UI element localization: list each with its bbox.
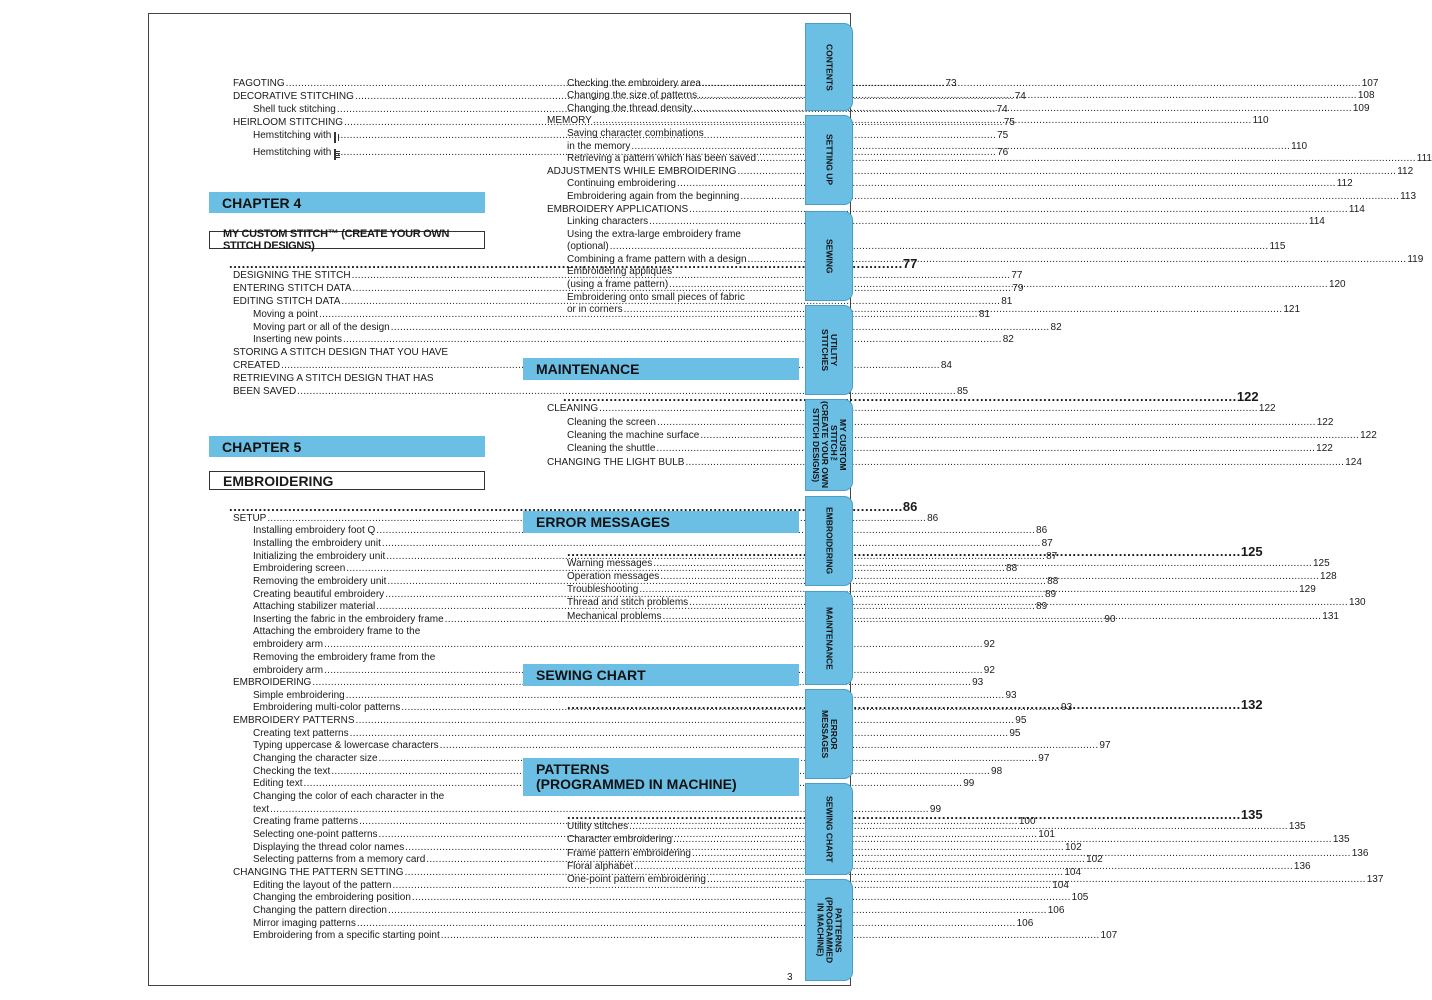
toc-entry-page: 129: [1299, 584, 1316, 596]
dot-leader: [689, 204, 1348, 217]
dot-leader: [599, 403, 1258, 416]
toc-entry-text: BEEN SAVED: [233, 386, 297, 398]
toc-entry: [233, 790, 942, 816]
chapter5-label: CHAPTER 5: [222, 438, 302, 455]
toc-entry-text: EDITING STITCH DATA: [233, 295, 341, 307]
toc-entry-text: SETUP: [233, 512, 267, 524]
toc-entry: [233, 677, 984, 690]
toc-entry-text: Troubleshooting: [567, 584, 639, 596]
toc-entry-page: 113: [1400, 191, 1417, 203]
toc-entry-page: 122: [1316, 443, 1333, 455]
toc-entry-text: Mechanical problems: [567, 610, 662, 622]
toc-entry-page: 88: [1047, 575, 1059, 587]
section-tab[interactable]: [805, 399, 853, 491]
toc-entry-text: Changing the character size: [253, 753, 378, 765]
chapter4-banner: [209, 192, 485, 213]
section-tab[interactable]: [805, 115, 853, 205]
toc-entry-text: Changing the size of patterns: [567, 90, 698, 102]
section-tab[interactable]: [805, 689, 853, 779]
toc-entry: [233, 373, 969, 399]
toc-entry-text: Selecting one-point patterns: [253, 828, 378, 840]
toc-entry-page: 82: [1002, 334, 1014, 346]
toc-entry: [547, 403, 1276, 416]
dot-leader: [673, 834, 1332, 847]
chapter5-page: ..... 86: [229, 498, 485, 514]
toc-entry-text: or in corners: [567, 304, 623, 316]
toc-entry-page: 101: [1038, 828, 1055, 840]
toc-entry-text: text: [253, 803, 270, 815]
dot-leader: [624, 304, 1283, 317]
dot-leader: [700, 430, 1359, 443]
dot-leader: [634, 861, 1293, 874]
toc-entry-page: 77: [1011, 269, 1023, 281]
dot-leader: [391, 322, 1050, 335]
section-tab-label: CONTENTS: [824, 43, 835, 91]
toc-entry-text: Attaching stabilizer material: [253, 601, 376, 613]
toc-entry-page: 93: [972, 677, 984, 689]
dot-leader: [693, 103, 1352, 116]
toc-entry-text: Checking the text: [253, 765, 331, 777]
toc-entry-page: 99: [929, 803, 942, 815]
toc-entry: [233, 715, 1027, 728]
toc-entry-page: 90: [1104, 613, 1116, 625]
toc-entry-page: 104: [1064, 866, 1082, 878]
toc-entry-text: EMBROIDERY PATTERNS: [233, 715, 355, 727]
toc-entry-page: 75: [1003, 117, 1015, 129]
toc-entry-page: 122: [1258, 403, 1276, 415]
toc-entry-text: Embroidering multi-color patterns: [253, 702, 401, 714]
toc-entry-text: HEIRLOOM STITCHING: [233, 117, 344, 129]
section-tab-label: SETTING UP: [824, 134, 835, 186]
toc-entry-page: 100: [1018, 816, 1036, 828]
toc-entry-page: 89: [1044, 588, 1057, 600]
toc-entry-page: 107: [1100, 930, 1118, 942]
toc-entry: [233, 702, 1073, 716]
section-tab[interactable]: [805, 879, 853, 981]
dot-leader: [610, 241, 1269, 254]
toc-entry-text: Hemstitching with: [253, 130, 332, 142]
dot-leader: [757, 153, 1416, 166]
toc-entry-page: 128: [1320, 571, 1337, 583]
section-tab-label: ERROR MESSAGES: [820, 709, 839, 759]
toc-entry-page: 74: [1014, 91, 1026, 103]
section-tab[interactable]: [805, 305, 853, 395]
dot-leader: [357, 918, 1016, 931]
toc-entry-page: 76: [997, 147, 1009, 159]
toc-entry: [547, 228, 1286, 254]
toc-entry-text: Linking characters: [567, 216, 649, 228]
section-tab-label: MY CUSTOM STITCH™ (CREATE YOUR OWN STITCH DESIGNS): [811, 401, 848, 489]
toc-entry-text: Creating beautiful embroidery: [253, 588, 385, 600]
dot-leader: [692, 848, 1351, 861]
toc-entry-text: Cleaning the machine surface: [567, 429, 700, 441]
toc-entry-text: CHANGING THE LIGHT BULB: [547, 456, 685, 468]
toc-entry-page: 109: [1352, 102, 1370, 114]
toc-entry-text: Creating text patterns: [253, 727, 349, 739]
toc-entry-page: 115: [1269, 241, 1286, 253]
toc-entry-page: 95: [1015, 715, 1027, 727]
dot-leader: [657, 417, 1316, 430]
toc-entry-text-line1: Removing the embroidery frame from the: [253, 651, 436, 663]
toc-entry-page: 98: [991, 765, 1003, 777]
toc-entry-page: 136: [1293, 860, 1311, 872]
toc-entry: [547, 416, 1334, 429]
toc-entry-page: 85: [956, 386, 969, 398]
toc-entry-page: 89: [1036, 601, 1048, 613]
toc-entry: [233, 753, 1050, 766]
toc-entry-page: 106: [1016, 917, 1034, 929]
dot-leader: [689, 597, 1348, 610]
toc-entry: [233, 538, 1053, 551]
toc-entry: [233, 765, 1003, 779]
section-tab-label: UTILITY STITCHES: [820, 328, 839, 372]
toc-entry-page: 97: [1038, 753, 1050, 765]
toc-entry-text: FAGOTING: [233, 78, 285, 90]
toc-entry-text: CREATED: [233, 360, 281, 372]
toc-entry-text: Cleaning the shuttle: [567, 443, 656, 455]
toc-entry-page: 137: [1366, 874, 1384, 886]
dot-leader: [350, 728, 1009, 741]
toc-entry: [233, 778, 975, 792]
toc-entry-text: Shell tuck stitching: [253, 104, 336, 116]
dot-leader: [412, 892, 1071, 905]
toc-entry-text: CHANGING THE PATTERN SETTING: [233, 866, 404, 878]
toc-entry: [233, 904, 1065, 918]
section-tab-label: SEWING CHART: [824, 795, 835, 863]
toc-entry-text: (using a frame pattern): [567, 279, 669, 291]
toc-entry-page: 102: [1086, 854, 1103, 866]
section-tab[interactable]: [805, 211, 853, 301]
toc-entry-page: 102: [1064, 841, 1082, 853]
toc-entry-text: Retrieving a pattern which has been saved: [567, 153, 757, 165]
single-stitch-icon: [334, 132, 336, 143]
dot-leader: [639, 584, 1298, 597]
toc-entry-page: 108: [1357, 90, 1375, 102]
toc-entry-page: 84: [940, 360, 952, 372]
toc-entry-page: 81: [1001, 295, 1013, 307]
patterns-page: ..... 135: [567, 806, 799, 822]
toc-entry-page: 107: [1361, 77, 1379, 89]
toc-entry-text: Moving a point: [253, 308, 319, 320]
toc-entry-page: 106: [1047, 904, 1065, 916]
toc-entry: [233, 689, 1017, 703]
toc-entry-page: 99: [963, 778, 975, 790]
toc-entry-page: 97: [1099, 740, 1111, 752]
toc-entry-text: Embroidering from a specific starting point: [253, 930, 440, 942]
toc-entry-page: 135: [1288, 821, 1306, 833]
toc-entry-page: 93: [1005, 689, 1017, 701]
toc-entry-page: 110: [1252, 115, 1269, 127]
toc-entry: [233, 321, 1062, 335]
dot-leader: [698, 90, 1357, 103]
dot-leader: [660, 571, 1319, 584]
error-messages-page: ..... 125: [567, 543, 799, 559]
toc-entry: [233, 334, 1014, 348]
toc-entry: [547, 203, 1365, 217]
toc-entry-page: 111: [1416, 153, 1432, 165]
toc-entry-page: 86: [1036, 525, 1048, 537]
sewing-chart-page: ..... 132: [567, 696, 799, 712]
chapter5-heading: EMBROIDERING: [209, 471, 485, 490]
toc-entry-text: embroidery arm: [253, 664, 324, 676]
toc-entry-text-line1: Saving character combinations: [567, 127, 704, 139]
toc-entry: [547, 216, 1325, 230]
chapter4-page: ..... 77: [229, 255, 485, 271]
toc-entry-text: Changing the pattern direction: [253, 904, 387, 916]
toc-entry-text: Selecting patterns from a memory card: [253, 854, 426, 866]
toc-entry-page: 87: [1041, 538, 1053, 550]
toc-entry-text: embroidery arm: [253, 639, 324, 651]
toc-entry-text: Inserting the fabric in the embroidery frame: [253, 613, 444, 625]
section-tab[interactable]: [805, 496, 853, 586]
toc-entry-text: DECORATIVE STITCHING: [233, 91, 354, 103]
toc-entry-text: Changing the thread density: [567, 102, 693, 114]
toc-entry-page: 87: [1046, 550, 1058, 562]
toc-entry-text: Combining a frame pattern with a design: [567, 254, 747, 266]
toc-entry-page: 92: [983, 664, 995, 676]
toc-entry-page: 112: [1397, 165, 1414, 177]
toc-entry-page: 93: [1061, 702, 1073, 714]
toc-entry-page: 86: [927, 512, 939, 524]
dot-leader: [324, 639, 983, 652]
toc-entry: [547, 178, 1353, 192]
toc-entry-text: in the memory: [567, 140, 631, 152]
dot-leader: [702, 78, 1361, 91]
toc-entry-page: 79: [1012, 282, 1024, 294]
section-tab-label: EMBROIDERING: [824, 507, 835, 575]
dot-leader: [685, 457, 1344, 470]
toc-entry-page: 105: [1071, 892, 1089, 904]
toc-entry-text: Utility stitches: [567, 821, 629, 833]
toc-entry: [233, 892, 1089, 906]
toc-entry-text: Moving part or all of the design: [253, 321, 390, 333]
dot-leader: [593, 115, 1252, 128]
dot-leader: [356, 715, 1015, 728]
toc-entry-text-line1: Embroidering onto small pieces of fabric: [567, 291, 745, 303]
toc-entry-text: Hemstitching with: [253, 147, 332, 159]
dot-leader: [343, 334, 1002, 347]
page-number: 3: [787, 972, 793, 983]
dot-leader: [677, 178, 1336, 191]
toc-entry-text-line1: Changing the color of each character in the: [253, 790, 445, 802]
toc-entry-page: 135: [1332, 834, 1350, 846]
toc-entry-text: ENTERING STITCH DATA: [233, 282, 352, 294]
toc-entry-text: (optional): [567, 241, 609, 253]
section-tab-label: SEWING: [824, 238, 835, 274]
toc-entry: [233, 740, 1111, 754]
section-tab[interactable]: [805, 23, 853, 111]
toc-entry-text-line1: RETRIEVING A STITCH DESIGN THAT HAS: [233, 373, 434, 385]
dot-leader: [631, 141, 1290, 154]
toc-entry: [233, 930, 1118, 943]
toc-entry-page: 122: [1316, 416, 1334, 428]
toc-entry-text: Simple embroidering: [253, 689, 345, 701]
dot-leader: [388, 905, 1047, 918]
section-tab[interactable]: [805, 591, 853, 685]
toc-entry-text: Removing the embroidery unit: [253, 575, 387, 587]
toc-entry-text: Warning messages: [567, 558, 653, 570]
toc-entry-text: MEMORY: [547, 115, 592, 127]
toc-entry-page: 92: [983, 639, 995, 651]
manual-page: [148, 13, 1432, 986]
toc-entry-text: Embroidering again from the beginning: [567, 191, 740, 203]
toc-entry-text: Checking the embroidery area: [567, 77, 701, 89]
toc-entry-page: 95: [1009, 727, 1021, 739]
toc-entry-page: 114: [1348, 203, 1365, 215]
toc-entry-text: Inserting new points: [253, 334, 342, 346]
toc-entry-page: 130: [1348, 597, 1366, 609]
toc-entry-text-line1: Attaching the embroidery frame to the: [253, 626, 421, 638]
dot-leader: [440, 740, 1099, 753]
toc-entry-text: Initializing the embroidery unit: [253, 550, 386, 562]
toc-entry: [233, 727, 1021, 741]
toc-entry-page: 131: [1322, 610, 1339, 622]
toc-entry-page: 119: [1407, 254, 1424, 266]
toc-entry-text: Editing text: [253, 778, 303, 790]
toc-entry-page: 114: [1308, 216, 1325, 228]
patterns-banner: PATTERNS (PROGRAMMED IN MACHINE): [523, 758, 799, 796]
toc-entry-text: Creating frame patterns: [253, 816, 359, 828]
toc-entry-text: Character embroidering: [567, 834, 673, 846]
toc-entry-text: Embroidering screen: [253, 563, 346, 575]
toc-entry-text: Editing the layout of the pattern: [253, 879, 392, 891]
toc-entry-page: 122: [1360, 429, 1377, 441]
dot-leader: [629, 821, 1288, 834]
dot-leader: [663, 611, 1322, 624]
toc-entry-text: Installing the embroidery unit: [253, 538, 381, 550]
toc-entry-page: 104: [1052, 879, 1069, 891]
toc-entry: [233, 626, 995, 652]
toc-entry-text: ADJUSTMENTS WHILE EMBROIDERING: [547, 165, 737, 177]
toc-entry-text: Frame pattern embroidering: [567, 847, 691, 859]
toc-entry-page: 121: [1283, 304, 1301, 316]
toc-entry: [547, 165, 1414, 179]
dot-leader: [441, 930, 1100, 943]
toc-entry-text-line1: Using the extra-large embroidery frame: [567, 228, 741, 240]
chapter5-banner: [209, 436, 485, 457]
toc-entry-page: 136: [1351, 847, 1369, 859]
toc-entry-text: Thread and stitch problems: [567, 597, 689, 609]
dot-leader: [649, 216, 1308, 229]
toc-entry-page: 73: [945, 78, 957, 90]
toc-entry-text: CLEANING: [547, 403, 599, 415]
toc-entry-text: One-point pattern embroidering: [567, 874, 706, 886]
toc-entry-page: 120: [1328, 279, 1346, 291]
double-stitch-icon: [334, 149, 336, 160]
dot-leader: [656, 443, 1315, 456]
toc-entry-text-line1: Embroidering appliqués: [567, 266, 673, 278]
toc-entry-page: 112: [1336, 178, 1353, 190]
toc-entry: [233, 525, 1048, 539]
toc-entry: [547, 191, 1417, 204]
dot-leader: [653, 558, 1312, 571]
section-tab[interactable]: [805, 783, 853, 875]
section-tab-label: MAINTENANCE: [824, 606, 835, 670]
toc-entry-text: EMBROIDERING: [233, 677, 312, 689]
toc-entry-text: Changing the embroidering position: [253, 892, 411, 904]
toc-entry-page: 74: [996, 104, 1008, 116]
toc-entry-page: 110: [1291, 140, 1308, 152]
dot-leader: [669, 279, 1328, 292]
toc-entry-page: 88: [1006, 563, 1018, 575]
toc-entry-page: 82: [1050, 321, 1062, 333]
toc-entry-text: EMBROIDERY APPLICATIONS: [547, 203, 689, 215]
toc-entry-text: Operation messages: [567, 571, 660, 583]
toc-entry-text-line1: STORING A STITCH DESIGN THAT YOU HAVE: [233, 347, 449, 359]
toc-entry-text: Continuing embroidering: [567, 178, 676, 190]
toc-entry-text: Displaying the thread color names: [253, 841, 405, 853]
toc-entry-text: DESIGNING THE STITCH: [233, 269, 351, 281]
section-tab-label: PATTERNS (PROGRAMMED IN MACHINE): [815, 896, 844, 964]
toc-entry-text: Cleaning the screen: [567, 416, 656, 428]
toc-entry-page: 81: [978, 308, 990, 320]
chapter4-label: CHAPTER 4: [222, 194, 302, 211]
toc-entry-page: 124: [1345, 456, 1362, 468]
toc-entry: [547, 429, 1377, 443]
error-messages-banner: ERROR MESSAGES: [523, 511, 799, 533]
toc-entry: [547, 456, 1362, 469]
toc-entry: [233, 917, 1034, 931]
toc-entry-text: Typing uppercase & lowercase characters: [253, 740, 439, 752]
toc-entry-text: Mirror imaging patterns: [253, 917, 356, 929]
chapter4-heading: MY CUSTOM STITCH™ (CREATE YOUR OWN STITCH DESIGNS): [209, 231, 485, 249]
toc-entry-page: 125: [1313, 558, 1330, 570]
toc-entry-page: 75: [997, 130, 1009, 142]
maintenance-banner: MAINTENANCE: [523, 358, 799, 380]
sewing-chart-banner: SEWING CHART: [523, 664, 799, 686]
toc-entry: [547, 443, 1333, 456]
maintenance-page: ..... 122: [563, 388, 799, 404]
toc-entry-text: Installing embroidery foot Q: [253, 525, 376, 537]
toc-entry-text: Floral alphabet: [567, 860, 634, 872]
